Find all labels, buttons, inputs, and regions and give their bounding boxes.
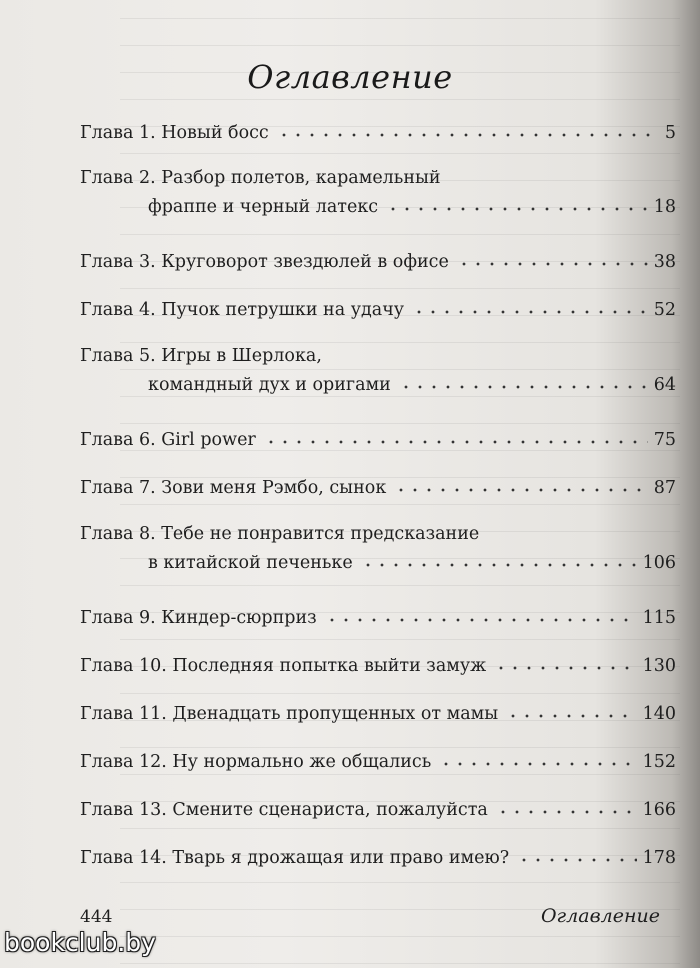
toc-dot-leader [386, 192, 648, 212]
toc-dot-leader [264, 425, 648, 445]
toc-page-number: 52 [653, 300, 676, 320]
toc-dot-leader [412, 295, 648, 315]
toc-dot-leader [325, 603, 637, 623]
toc-entry-title: Глава 9. Киндер-сюрприз [80, 608, 317, 628]
toc-dot-leader [506, 699, 636, 719]
toc-page-number: 5 [664, 123, 676, 143]
toc-entry-title: Глава 1. Новый босс [80, 123, 269, 143]
toc-entry-title: Глава 3. Круговорот звездюлей в офисе [80, 252, 449, 272]
toc-entry-line [80, 747, 676, 776]
toc-entry [80, 747, 676, 776]
toc-entry-line [80, 699, 676, 728]
toc-dot-leader [517, 843, 637, 863]
toc-page-number: 106 [642, 553, 676, 573]
toc-entry-line [80, 521, 676, 548]
toc-title: Оглавление [247, 58, 453, 96]
toc-entry-line [80, 843, 676, 872]
toc-entry-line [80, 795, 676, 824]
toc-page-number: 18 [653, 197, 676, 217]
toc-entry-line [80, 425, 676, 454]
toc-entry [80, 118, 676, 147]
toc-entry-title: Глава 13. Смените сценариста, пожалуйста [80, 800, 488, 820]
toc-entry-title: Глава 6. Girl power [80, 430, 256, 450]
toc-page-number: 178 [642, 848, 676, 868]
toc-dot-leader [399, 370, 648, 390]
toc-entry-title: Глава 5. Игры в Шерлока, [80, 346, 322, 366]
toc-dot-leader [361, 548, 637, 568]
toc-entry-line [80, 603, 676, 632]
toc-page-number: 130 [642, 656, 676, 676]
toc-dot-leader [494, 651, 636, 671]
toc-entry-title: Глава 10. Последняя попытка выйти замуж [80, 656, 487, 676]
toc-dot-leader [277, 118, 659, 138]
toc-dot-leader [394, 473, 647, 493]
toc-entry-line [80, 473, 676, 502]
toc-entry-title: Глава 2. Разбор полетов, карамельный [80, 168, 441, 188]
toc-entry-line [80, 548, 676, 577]
toc-page-number: 115 [642, 608, 676, 628]
toc-entry-line [80, 247, 676, 276]
toc-dot-leader [439, 747, 636, 767]
toc-entry-title: Глава 4. Пучок петрушки на удачу [80, 300, 405, 320]
page-footer [80, 905, 660, 927]
toc-entry-title: Глава 12. Ну нормально же общались [80, 752, 432, 772]
toc-page-number: 38 [653, 252, 676, 272]
toc-entry-line [80, 651, 676, 680]
toc-entry [80, 247, 676, 276]
toc-entry-title: Глава 11. Двенадцать пропущенных от мамы [80, 704, 499, 724]
toc-entry-line [80, 295, 676, 324]
toc-entry-line [80, 165, 676, 192]
toc-entry-title: в китайской печеньке [148, 553, 353, 573]
toc-entry-title: фраппе и черный латекс [148, 197, 379, 217]
toc-dot-leader [496, 795, 637, 815]
toc-entry-title: Глава 7. Зови меня Рэмбо, сынок [80, 478, 387, 498]
toc-entry-line [80, 192, 676, 221]
toc-entry [80, 473, 676, 502]
toc-entry [80, 343, 676, 399]
toc-entry-title: командный дух и оригами [148, 375, 391, 395]
toc-entry [80, 795, 676, 824]
toc-entry [80, 521, 676, 577]
toc-entry-line [80, 118, 676, 147]
toc-entry [80, 843, 676, 872]
toc-page-number: 152 [642, 752, 676, 772]
toc-page-number: 75 [653, 430, 676, 450]
watermark-text: bookclub.by [4, 928, 156, 957]
toc-dot-leader [457, 247, 648, 267]
toc-entry [80, 165, 676, 221]
toc-entry [80, 603, 676, 632]
toc-entry [80, 699, 676, 728]
toc-entry [80, 295, 676, 324]
toc-page-number: 87 [653, 478, 676, 498]
toc-entry-line [80, 370, 676, 399]
toc-entry-title: Глава 14. Тварь я дрожащая или право имею? [80, 848, 510, 868]
toc-entry [80, 651, 676, 680]
toc-page-number: 166 [642, 800, 676, 820]
toc-page-number: 64 [653, 375, 676, 395]
toc-entry-title: Глава 8. Тебе не понравится предсказание [80, 524, 480, 544]
footer-page-number: 444 [80, 907, 113, 927]
toc-page-number: 140 [642, 704, 676, 724]
toc-entry [80, 425, 676, 454]
footer-running-title: Оглавление [540, 905, 660, 927]
toc-entry-line [80, 343, 676, 370]
